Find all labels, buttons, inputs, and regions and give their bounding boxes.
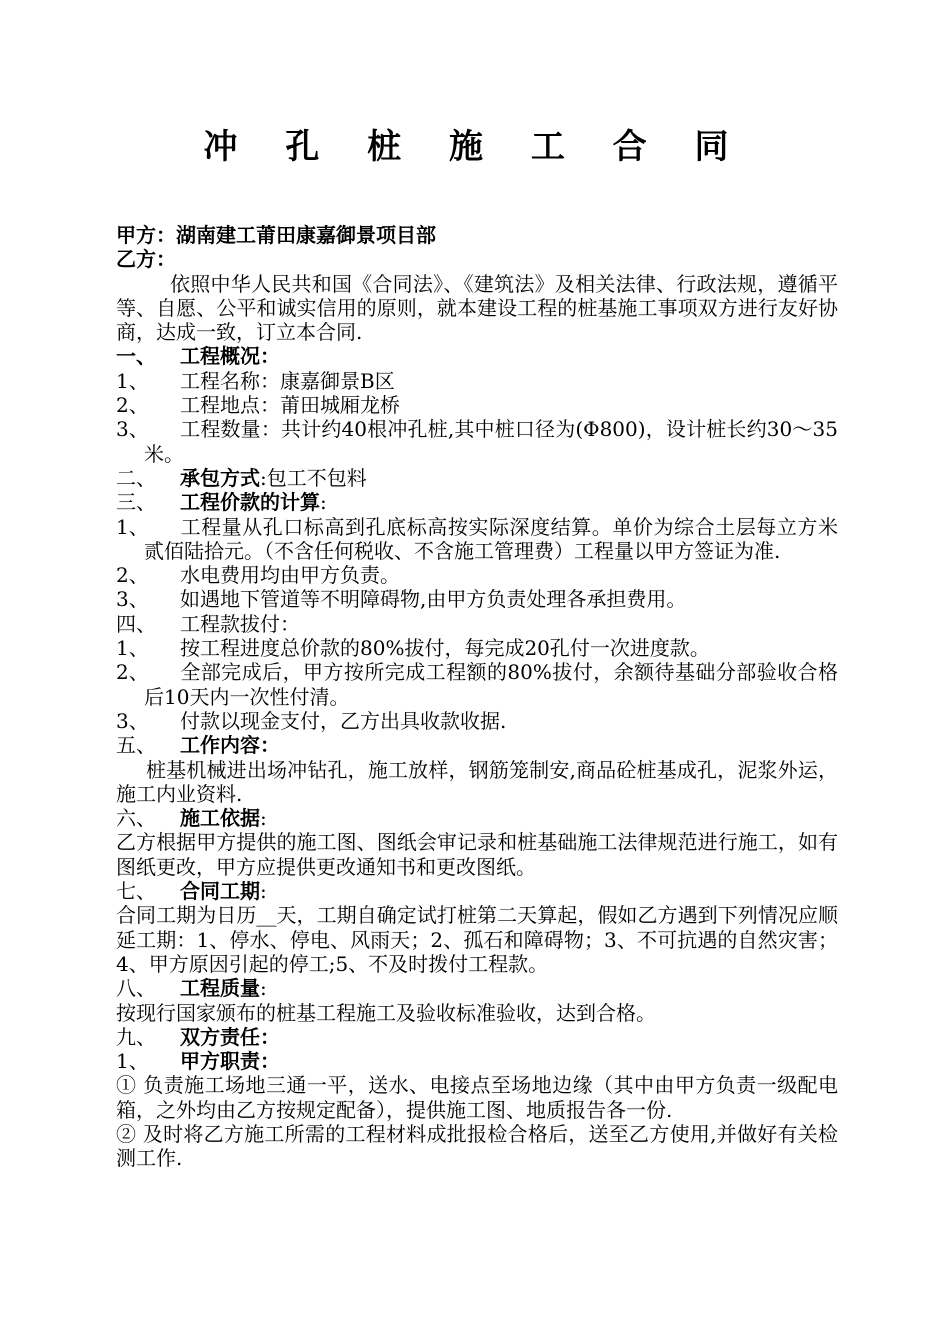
preamble: 依照中华人民共和国《合同法》、《建筑法》及相关法律、行政法规，遵循平等、自愿、公平和诚实信用的原则，就本建设工程的桩基施工事项双方进行友好协商，达成一致，订立本合同. — [116, 271, 838, 345]
section-8-text: 按现行国家颁布的桩基工程施工及验收标准验收，达到合格。 — [116, 1000, 656, 1025]
section-3-item: 3、 如遇地下管道等不明障碍物,由甲方负责处理各承担费用。 — [116, 587, 687, 612]
section-7-text: 合同工期为日历__天，工期自确定试打桩第二天算起，假如乙方遇到下列情况应顺延工期：1、停水、停电、风雨天；2、孤石和障碍物；3、不可抗遇的自然灾害；4、甲方原因引起的停工;5、不及时拨付工程款。 — [116, 903, 838, 976]
section-9-item: ② 及时将乙方施工所需的工程材料成批报检合格后，送至乙方使用,并做好有关检测工作. — [116, 1121, 838, 1171]
section-7-heading: 七、 合同工期: — [116, 879, 267, 904]
party-b: 乙方： — [116, 247, 176, 272]
document-title: 冲 孔 桩 施 工 合 同 — [203, 127, 747, 167]
section-1-heading: 一、 工程概况： — [116, 344, 280, 369]
section-4-item: 1、 按工程进度总价款的80%拔付，每完成20孔付一次进度款。 — [116, 636, 710, 661]
section-1-item: 1、 工程名称：康嘉御景B区 — [116, 368, 395, 393]
section-9-subheading: 1、 甲方职责： — [116, 1049, 280, 1074]
contract-body — [116, 223, 838, 1171]
section-3-heading: 三、 工程价款的计算: — [116, 490, 327, 515]
section-6-heading: 六、 施工依据: — [116, 806, 267, 831]
section-9-item: ① 负责施工场地三通一平，送水、电接点至场地边缘（其中由甲方负责一级配电箱，之外均由乙方按规定配备），提供施工图、地质报告各一份. — [116, 1073, 838, 1122]
section-5-heading: 五、 工作内容： — [116, 733, 280, 758]
section-3-item: 2、 水电费用均由甲方负责。 — [116, 563, 400, 588]
section-8-heading: 八、 工程质量: — [116, 976, 267, 1001]
section-4-item: 3、 付款以现金支付，乙方出具收款收据. — [116, 708, 507, 733]
section-4-heading: 四、 工程款拔付： — [116, 611, 300, 636]
section-1-item: 2、 工程地点：莆田城厢龙桥 — [116, 393, 400, 418]
section-3-item: 1、 工程量从孔口标高到孔底标高按实际深度结算。单价为综合土层每立方米贰佰陆拾元。（不含任何税收、不含施工管理费）工程量以甲方签证为准. — [116, 514, 838, 563]
section-5-text: 桩基机械进出场冲钻孔，施工放样，钢筋笼制安,商品砼桩基成孔，泥浆外运，施工内业资料. — [116, 757, 838, 806]
section-6-text: 乙方根据甲方提供的施工图、图纸会审记录和桩基础施工法律规范进行施工，如有图纸更改，甲方应提供更改通知书和更改图纸。 — [116, 830, 838, 879]
section-1-item: 3、 工程数量：共计约40根冲孔桩,其中桩口径为(Φ800)，设计桩长约30～35米。 — [116, 417, 838, 466]
party-a: 甲方：湖南建工莆田康嘉御景项目部 — [116, 223, 436, 247]
section-9-heading: 九、 双方责任： — [116, 1024, 280, 1049]
section-4-item: 2、 全部完成后，甲方按所完成工程额的80%拔付，余额待基础分部验收合格后10天内一次性付清。 — [116, 660, 838, 709]
section-2-heading: 二、 承包方式:包工不包料 — [116, 465, 367, 490]
